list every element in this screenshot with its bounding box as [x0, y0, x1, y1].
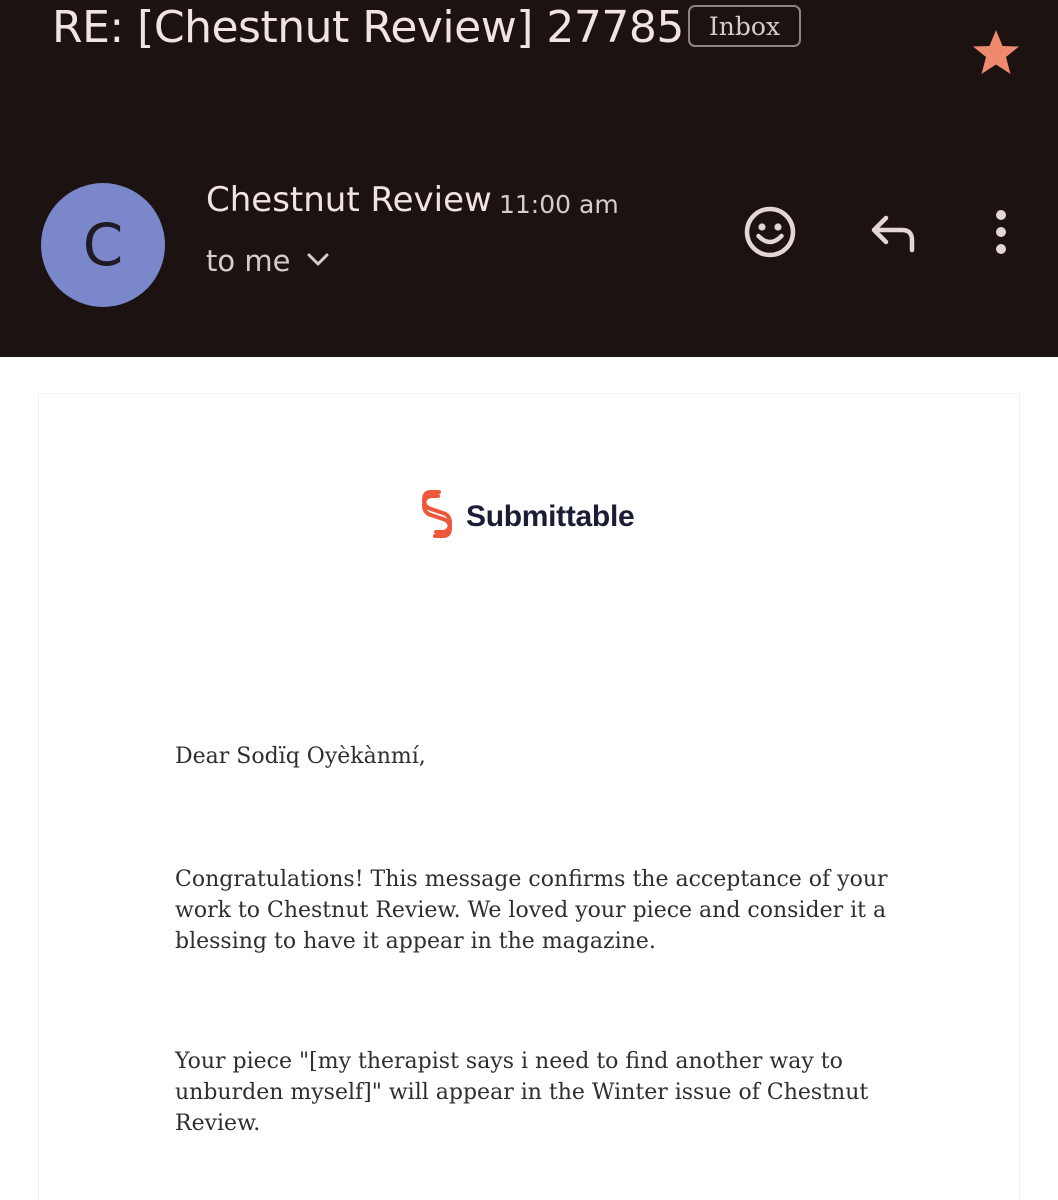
more-vertical-icon — [989, 204, 1013, 265]
email-paragraph: Congratulations! This message confirms the acceptance of your work to Chestnut Review. We loved your piece and consider it a blessing to have it appear in the magazine. — [175, 867, 888, 954]
sender-name: Chestnut Review — [206, 180, 492, 220]
email-subject: RE: [Chestnut Review] 27785 — [52, 2, 684, 53]
email-paragraph: Your piece "[my therapist says i need to find another way to unburden myself]" will appear in the Winter issue of Chestnut Review. — [175, 1049, 869, 1136]
reply-icon — [866, 204, 922, 265]
submittable-logo[interactable] — [420, 486, 634, 547]
recipient-label: to me — [206, 244, 291, 278]
submittable-logo-text: Submittable — [466, 499, 635, 533]
more-options-button[interactable] — [969, 202, 1033, 266]
email-time: 11:00 am — [499, 190, 619, 219]
sender-avatar[interactable]: C — [41, 183, 165, 307]
email-header — [0, 0, 1058, 357]
submittable-logo-icon — [420, 486, 454, 547]
email-body — [38, 393, 1020, 1200]
star-icon[interactable] — [966, 24, 1026, 84]
recipient-toggle[interactable] — [206, 244, 332, 278]
reply-button[interactable] — [862, 202, 926, 266]
chevron-down-icon — [304, 245, 332, 278]
email-greeting: Dear Sodïq Oyèkànmí, — [175, 744, 426, 769]
smiley-icon — [742, 204, 798, 265]
add-reaction-button[interactable] — [738, 202, 802, 266]
inbox-label-chip[interactable]: Inbox — [688, 5, 801, 47]
